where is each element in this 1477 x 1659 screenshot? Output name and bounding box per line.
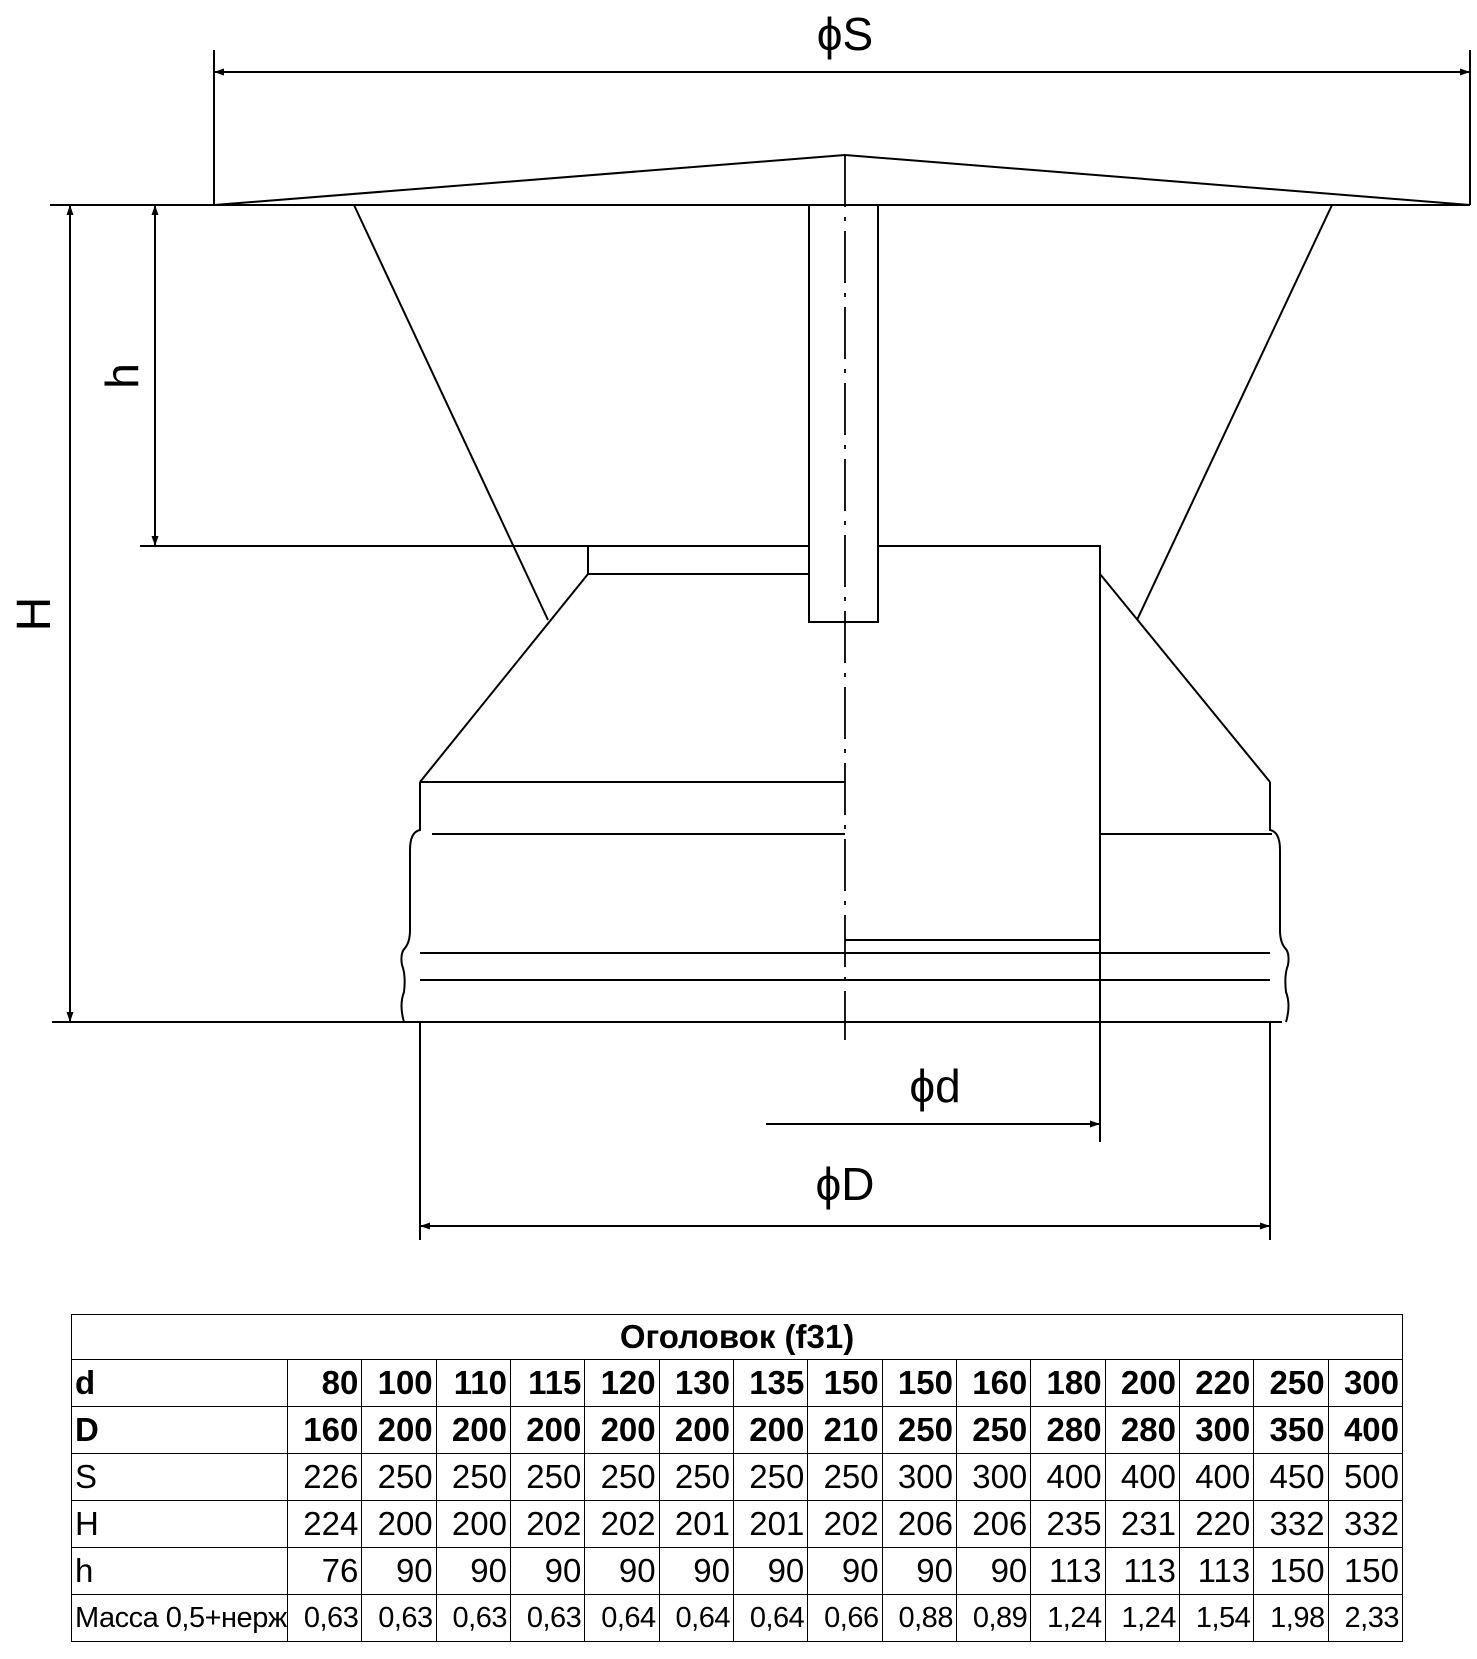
table-cell: 250 — [659, 1454, 733, 1501]
table-cell: 0,64 — [733, 1595, 807, 1642]
table-cell: 250 — [1254, 1360, 1328, 1407]
table-cell: 200 — [362, 1501, 436, 1548]
table-row — [72, 1454, 1403, 1501]
table-cell: 150 — [1328, 1548, 1402, 1595]
table-cell: 224 — [288, 1501, 362, 1548]
table-cell: 90 — [956, 1548, 1030, 1595]
table-cell: 201 — [733, 1501, 807, 1548]
table-cell: 200 — [362, 1407, 436, 1454]
table-cell: 280 — [1105, 1407, 1179, 1454]
table-cell: 300 — [956, 1454, 1030, 1501]
row-label: S — [72, 1454, 288, 1501]
table-cell: 0,63 — [288, 1595, 362, 1642]
table-cell: 332 — [1254, 1501, 1328, 1548]
table-cell: 250 — [585, 1454, 659, 1501]
table-cell: 250 — [808, 1454, 882, 1501]
body-side-right — [1270, 782, 1289, 1022]
table-cell: 0,63 — [436, 1595, 510, 1642]
table-cell: 200 — [733, 1407, 807, 1454]
table-cell: 500 — [1328, 1454, 1402, 1501]
body-side-left — [401, 782, 420, 1022]
table-cell: 135 — [733, 1360, 807, 1407]
table-cell: 120 — [585, 1360, 659, 1407]
spec-table — [71, 1314, 1403, 1642]
table-cell: 0,89 — [956, 1595, 1030, 1642]
table-cell: 250 — [956, 1407, 1030, 1454]
table-cell: 280 — [1031, 1407, 1105, 1454]
table-cell: 200 — [585, 1407, 659, 1454]
table-cell: 332 — [1328, 1501, 1402, 1548]
label-h: h — [96, 363, 148, 389]
table-cell: 250 — [882, 1407, 956, 1454]
table-cell: 200 — [1105, 1360, 1179, 1407]
center-stem — [809, 205, 878, 622]
table-cell: 200 — [510, 1407, 584, 1454]
table-cell: 210 — [808, 1407, 882, 1454]
table-row — [72, 1548, 1403, 1595]
table-cell: 202 — [808, 1501, 882, 1548]
table-cell: 130 — [659, 1360, 733, 1407]
table-cell: 350 — [1254, 1407, 1328, 1454]
table-cell: 1,98 — [1254, 1595, 1328, 1642]
table-cell: 113 — [1105, 1548, 1179, 1595]
table-cell: 160 — [288, 1407, 362, 1454]
table-cell: 231 — [1105, 1501, 1179, 1548]
table-cell: 0,64 — [585, 1595, 659, 1642]
table-cell: 226 — [288, 1454, 362, 1501]
table-cell: 206 — [956, 1501, 1030, 1548]
table-cell: 90 — [436, 1548, 510, 1595]
table-row — [72, 1595, 1403, 1642]
table-cell: 2,33 — [1328, 1595, 1402, 1642]
row-label: h — [72, 1548, 288, 1595]
table-cell: 250 — [510, 1454, 584, 1501]
table-cell: 113 — [1179, 1548, 1253, 1595]
inner-pipe-right — [845, 546, 1100, 940]
row-label: D — [72, 1407, 288, 1454]
table-cell: 400 — [1031, 1454, 1105, 1501]
upper-band-left — [588, 546, 809, 574]
label-H: H — [8, 596, 61, 632]
table-cell: 1,54 — [1179, 1595, 1253, 1642]
table-cell: 235 — [1031, 1501, 1105, 1548]
table-cell: 90 — [510, 1548, 584, 1595]
table-cell: 160 — [956, 1360, 1030, 1407]
table-cell: 0,88 — [882, 1595, 956, 1642]
table-cell: 90 — [808, 1548, 882, 1595]
table-cell: 300 — [882, 1454, 956, 1501]
table-cell: 1,24 — [1105, 1595, 1179, 1642]
table-cell: 201 — [659, 1501, 733, 1548]
table-cell: 90 — [882, 1548, 956, 1595]
table-cell: 180 — [1031, 1360, 1105, 1407]
table-cell: 76 — [288, 1548, 362, 1595]
table-cell: 0,64 — [659, 1595, 733, 1642]
label-d: ϕd — [909, 1060, 961, 1112]
table-row — [72, 1407, 1403, 1454]
table-cell: 200 — [659, 1407, 733, 1454]
table-cell: 0,66 — [808, 1595, 882, 1642]
table-title: Оголовок (f31) — [72, 1315, 1403, 1360]
table-cell: 110 — [436, 1360, 510, 1407]
table-cell: 400 — [1328, 1407, 1402, 1454]
table-row — [72, 1501, 1403, 1548]
table-row — [72, 1360, 1403, 1407]
table-cell: 250 — [362, 1454, 436, 1501]
table-cell: 113 — [1031, 1548, 1105, 1595]
skirt-left — [354, 205, 548, 620]
row-label: H — [72, 1501, 288, 1548]
table-cell: 0,63 — [362, 1595, 436, 1642]
table-cell: 90 — [659, 1548, 733, 1595]
table-cell: 150 — [1254, 1548, 1328, 1595]
table-cell: 150 — [882, 1360, 956, 1407]
table-cell: 220 — [1179, 1501, 1253, 1548]
table-cell: 250 — [436, 1454, 510, 1501]
table-cell: 90 — [585, 1548, 659, 1595]
table-cell: 1,24 — [1031, 1595, 1105, 1642]
label-S: ϕS — [816, 8, 874, 60]
skirt-right — [1137, 205, 1332, 620]
table-title-row — [72, 1315, 1403, 1360]
table-cell: 200 — [436, 1407, 510, 1454]
table-cell: 206 — [882, 1501, 956, 1548]
row-label: d — [72, 1360, 288, 1407]
row-label: Масса 0,5+нерж — [72, 1595, 288, 1642]
table-cell: 202 — [585, 1501, 659, 1548]
table-cell: 450 — [1254, 1454, 1328, 1501]
table-cell: 202 — [510, 1501, 584, 1548]
table-cell: 220 — [1179, 1360, 1253, 1407]
table-cell: 250 — [733, 1454, 807, 1501]
table-cell: 300 — [1328, 1360, 1402, 1407]
table-cell: 100 — [362, 1360, 436, 1407]
table-cell: 90 — [362, 1548, 436, 1595]
table-cell: 200 — [436, 1501, 510, 1548]
cone-left — [420, 574, 588, 782]
table-cell: 90 — [733, 1548, 807, 1595]
table-cell: 300 — [1179, 1407, 1253, 1454]
table-cell: 80 — [288, 1360, 362, 1407]
cone-right — [1100, 574, 1270, 782]
table-cell: 400 — [1105, 1454, 1179, 1501]
table-cell: 400 — [1179, 1454, 1253, 1501]
label-D: ϕD — [815, 1158, 875, 1210]
table-cell: 0,63 — [510, 1595, 584, 1642]
table-cell: 150 — [808, 1360, 882, 1407]
umbrella-roof — [214, 155, 1470, 205]
table-cell: 115 — [510, 1360, 584, 1407]
